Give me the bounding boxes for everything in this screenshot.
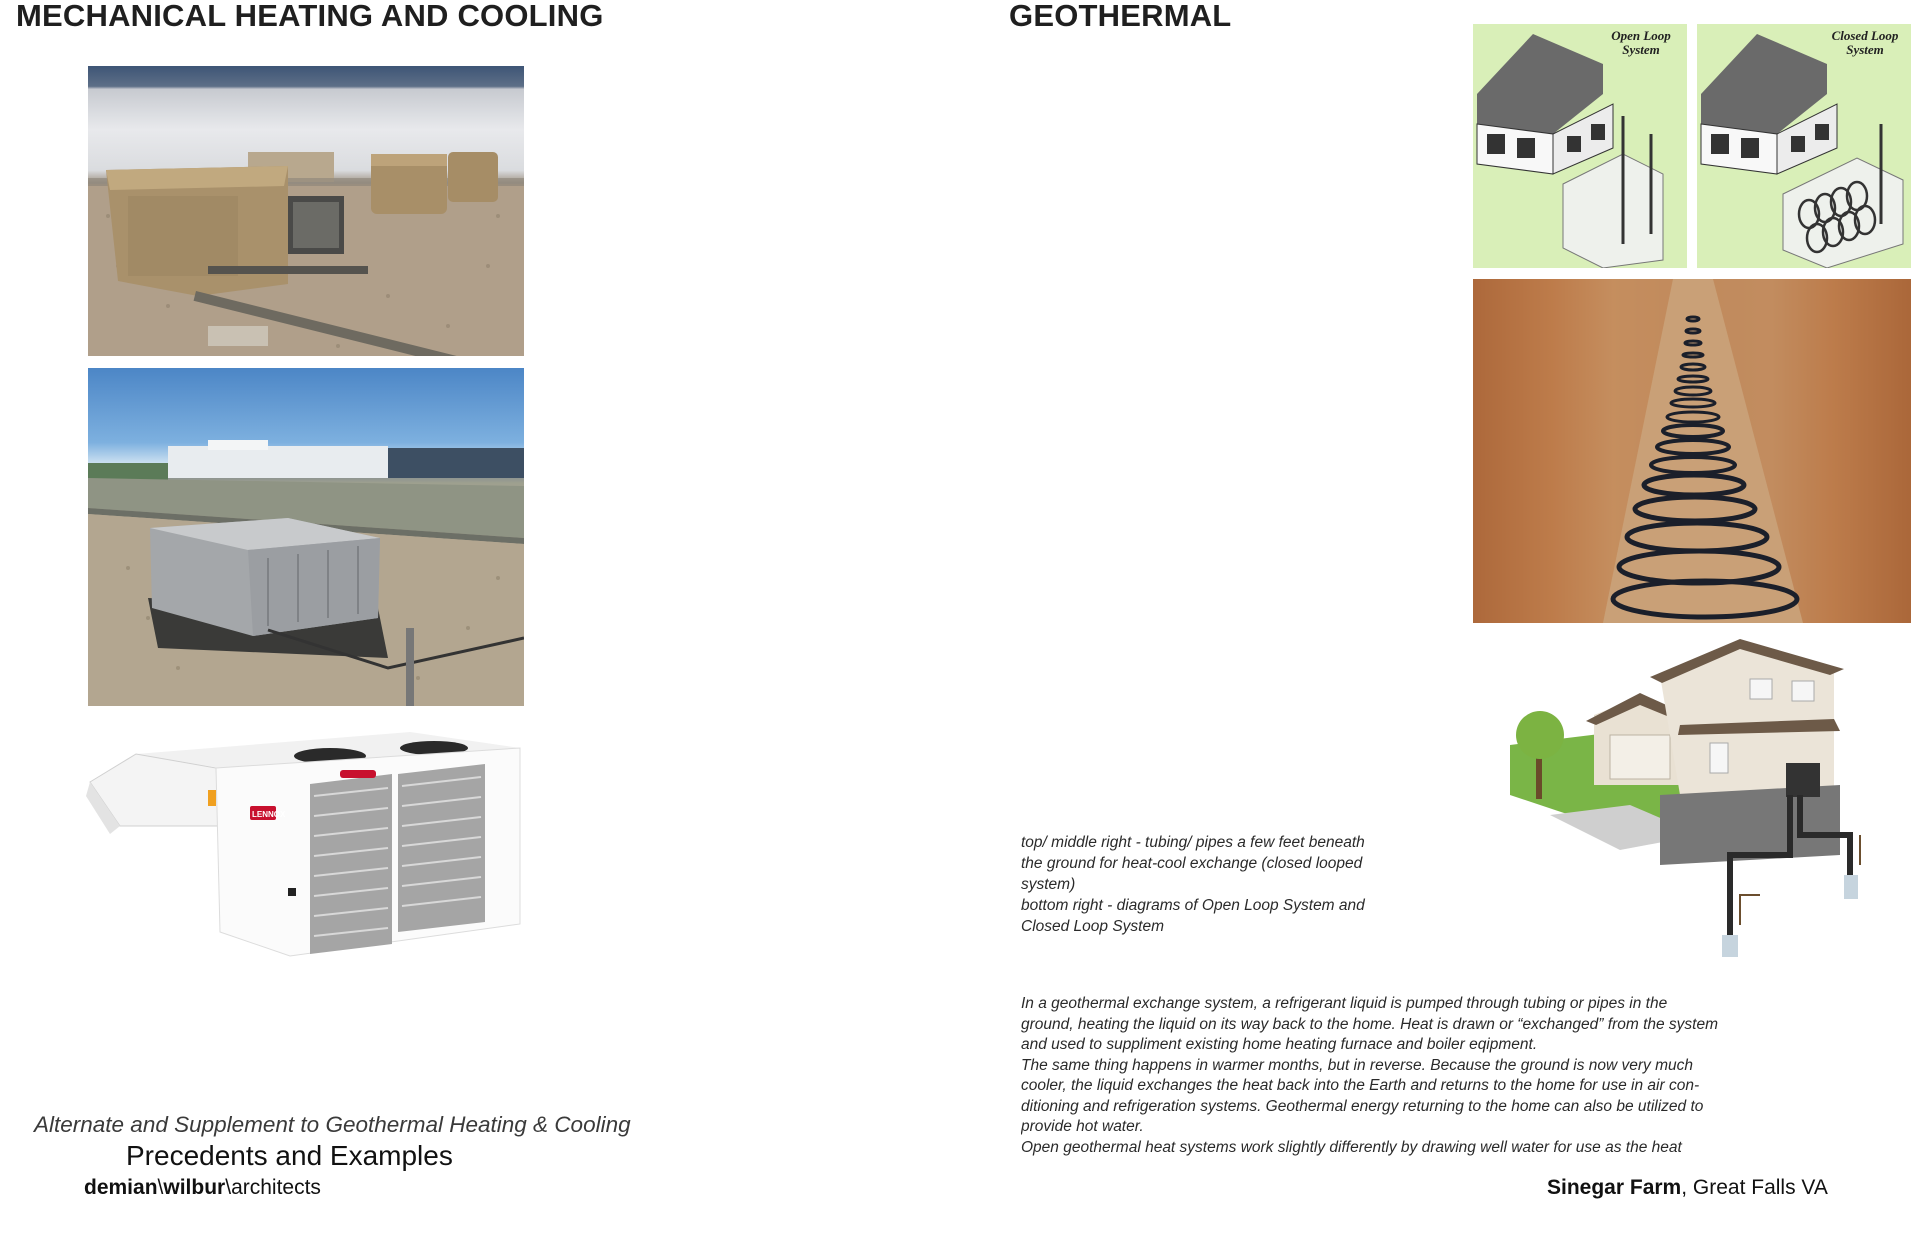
closed-loop-diagram	[1697, 24, 1911, 268]
image-caption	[1021, 832, 1461, 937]
body-line-3: and used to suppliment existing home heating furnace and boiler eqipment.	[1021, 1036, 1538, 1053]
open-loop-label-line2: System	[1622, 42, 1660, 57]
firm-name-part2: wilbur	[163, 1176, 226, 1199]
body-line-1: In a geothermal exchange system, a refrigerant liquid is pumped through tubing or pipes in the	[1021, 995, 1668, 1012]
closed-loop-label-line2: System	[1846, 42, 1884, 57]
body-text	[1021, 994, 1881, 1158]
house-ground-loop-icon	[1510, 635, 1882, 960]
project-name-bold: Sinegar Farm	[1547, 1176, 1682, 1199]
trench-tubing-illustration	[1473, 279, 1911, 623]
section-title: Precedents and Examples	[126, 1140, 453, 1171]
grey-rtu-photo	[88, 368, 524, 706]
lennox-unit-illustration	[80, 726, 530, 962]
body-line-4: The same thing happens in warmer months, but in reverse. Because the ground is now very much	[1021, 1056, 1694, 1074]
grey-rtu-illustration	[88, 368, 524, 706]
firm-name-part3: architects	[231, 1176, 321, 1199]
right-page-heading: GEOTHERMAL	[1009, 0, 1232, 33]
left-page-subtitle: Alternate and Supplement to Geothermal Heating & Cooling	[34, 1112, 631, 1137]
rooftop-units-photo	[88, 66, 524, 356]
caption-line-3: system)	[1021, 876, 1076, 893]
body-line-8: Open geothermal heat systems work slightly differently by drawing well water for use as the heat	[1021, 1138, 1682, 1156]
geothermal-house-illustration	[1510, 635, 1882, 960]
body-line-6: ditioning and refrigeration systems. Geothermal energy returning to the home can also be utilized to	[1021, 1097, 1704, 1115]
project-location: , Great Falls VA	[1681, 1176, 1828, 1199]
firm-name	[84, 1176, 321, 1200]
firm-name-part1: demian	[84, 1176, 158, 1199]
closed-loop-label-line1: Closed Loop	[1831, 28, 1899, 43]
caption-line-1: top/ middle right - tubing/ pipes a few feet beneath	[1021, 834, 1365, 851]
caption-line-2: the ground for heat-cool exchange (closed looped	[1021, 855, 1363, 872]
lennox-brand-text: LENNOX	[252, 810, 286, 819]
caption-line-5: Closed Loop System	[1021, 918, 1165, 935]
body-line-7: provide hot water.	[1021, 1118, 1144, 1135]
trench-tubing-photo	[1473, 279, 1911, 623]
left-page-heading: MECHANICAL HEATING AND COOLING	[16, 0, 604, 33]
firm-name-sep2: \	[225, 1176, 232, 1199]
body-line-2: ground, heating the liquid on its way back to the home. Heat is drawn or “exchanged” from the system	[1021, 1015, 1719, 1033]
closed-loop-house-icon	[1697, 24, 1911, 268]
lennox-unit-photo	[80, 726, 530, 962]
project-name	[1547, 1176, 1828, 1200]
open-loop-house-icon	[1473, 24, 1687, 268]
open-loop-label-line1: Open Loop	[1611, 28, 1671, 43]
rooftop-units-illustration	[88, 66, 524, 356]
open-loop-diagram	[1473, 24, 1687, 268]
firm-name-sep1: \	[157, 1176, 164, 1199]
caption-line-4: bottom right - diagrams of Open Loop System and	[1021, 897, 1365, 914]
body-line-5: cooler, the liquid exchanges the heat back into the Earth and returns to the home for use in air con-	[1021, 1077, 1700, 1094]
